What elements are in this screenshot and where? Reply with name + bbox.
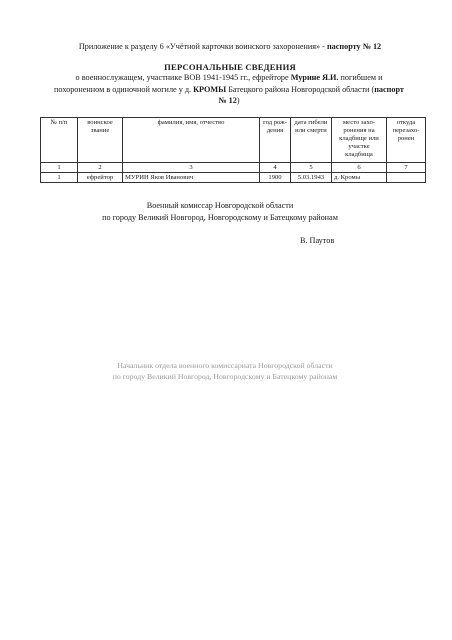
row-birth-year: 1900 — [260, 173, 291, 183]
header-burial-place: место захо-ронения на кладбище или участке кладбища — [332, 118, 387, 163]
row-number: 1 — [41, 173, 78, 183]
header-birth-year: год рож-дения — [260, 118, 291, 163]
header-reburied-from: откуда перезахо-ронен — [387, 118, 426, 163]
intro-person: Мурине Я.И. — [290, 73, 339, 82]
row-reburied-from — [387, 173, 426, 183]
personnel-table — [40, 117, 426, 183]
row-rank: ефрейтор — [78, 173, 123, 183]
faded-line-2: по городу Великий Новгород, Новгородскому и Батецкому районам — [112, 372, 338, 381]
header-number: № п/п — [41, 118, 78, 163]
table-row — [41, 173, 426, 183]
faded-line-1: Начальник отдела военного комиссариата Новгородской области — [117, 361, 333, 370]
row-full-name: МУРИН Яков Иванович — [123, 173, 260, 183]
intro-text-4: ) — [236, 96, 240, 106]
header-full-name: фамилия, имя, отчество — [123, 118, 260, 163]
intro-village: КРОМЫ — [193, 84, 227, 94]
faded-footer-block — [60, 360, 390, 382]
appendix-passport: паспорту № 12 — [326, 42, 382, 51]
row-burial-place: д. Кромы — [332, 173, 387, 183]
intro-passport: паспорт № 12 — [218, 84, 404, 106]
column-number-cell: 2 — [78, 163, 123, 173]
header-death-date: дата гибели или смерти — [291, 118, 332, 163]
appendix-line — [40, 42, 420, 51]
appendix-prefix: Приложение к разделу 6 «Учётной карточки воинского захоронения» - — [78, 42, 327, 51]
table-header-row — [41, 118, 426, 163]
signature-title-line-1: Военный комиссар Новгородской области — [146, 201, 294, 210]
column-number-cell: 3 — [123, 163, 260, 173]
header-rank: воинское звание — [78, 118, 123, 163]
intro-text-2: погибшем и похороненном в одиночной могиле у д. — [54, 73, 383, 94]
column-number-cell: 1 — [41, 163, 78, 173]
column-number-cell: 7 — [387, 163, 426, 173]
intro-text-1: о военнослужащем, участнике ВОВ 1941-1945 гг., ефрейторе — [75, 73, 291, 82]
column-number-cell: 6 — [332, 163, 387, 173]
table-column-numbers-row — [41, 163, 426, 173]
intro-paragraph — [50, 72, 408, 107]
column-number-cell: 4 — [260, 163, 291, 173]
column-number-cell: 5 — [291, 163, 332, 173]
signature-title-line-2: по городу Великий Новгород, Новгородскому и Батецкому районам — [102, 212, 338, 222]
signatory-name: В. Паутов — [300, 236, 335, 245]
row-death-date: 5.03.1943 — [291, 173, 332, 183]
signature-block — [70, 200, 370, 223]
page-title: ПЕРСОНАЛЬНЫЕ СВЕДЕНИЯ — [164, 62, 296, 72]
intro-text-3: Батецкого района Новгородской области ( — [226, 84, 375, 94]
